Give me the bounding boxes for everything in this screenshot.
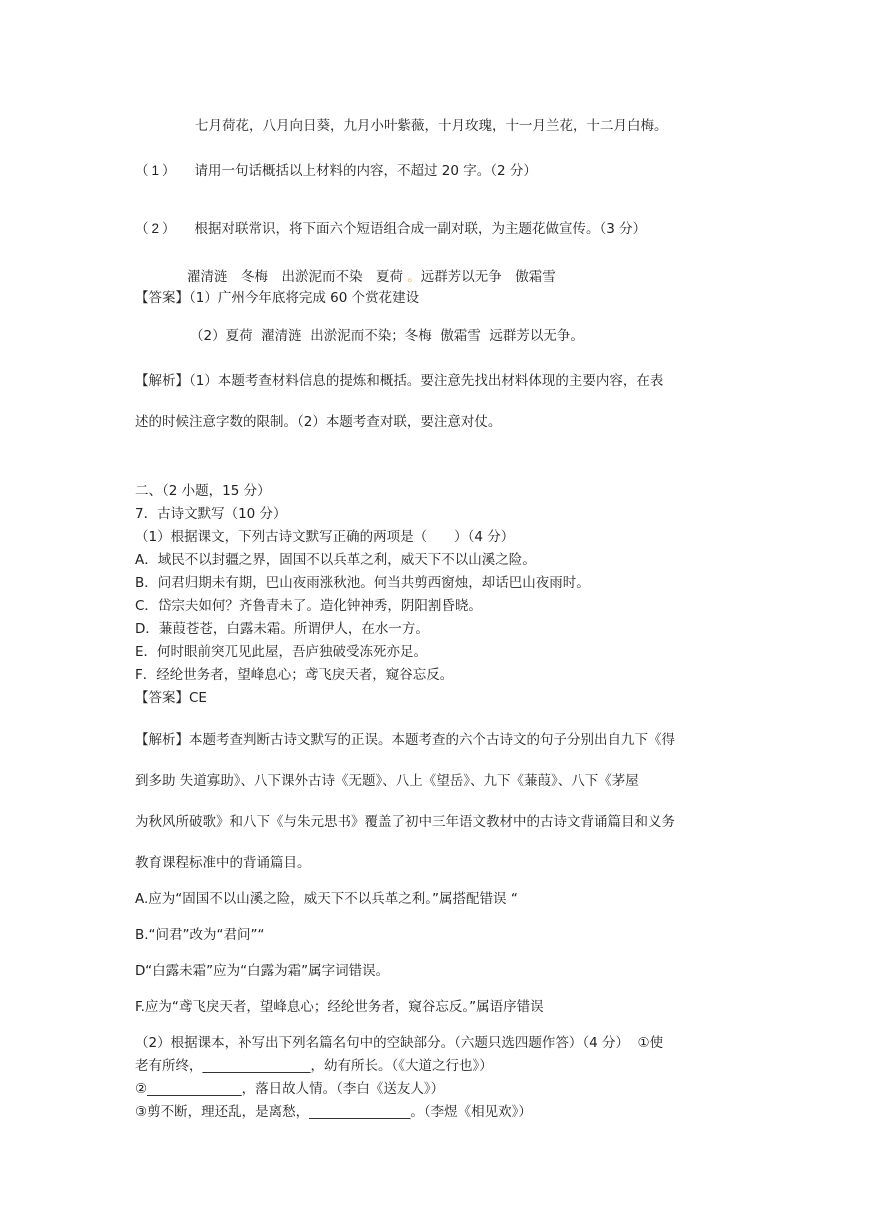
option-e: E．何时眼前突兀见此屋，吾庐独破受冻死亦足。 [135, 644, 428, 660]
option-f: F．经纶世务者，望峰息心；鸢飞戾天者，窥谷忘反。 [135, 667, 454, 683]
question-2 [135, 222, 646, 237]
analysis-2-note: B.“问君”改为“君问”“ [135, 927, 265, 943]
question-7-1: （1）根据课文，下列古诗文默写正确的两项是（ ）（4 分） [135, 529, 515, 545]
analysis-2-note: A.应为“固国不以山溪之险，威天下不以兵革之利。”属搭配错误 “ [135, 891, 518, 907]
analysis-1-tag: 【解析】 [135, 373, 189, 389]
analysis-2-line: 【解析】本题考查判断古诗文默写的正误。本题考查的六个古诗文的句子分别出自九下《得 [135, 732, 675, 748]
analysis-2-note: D“白露未霜”应为“白露为霜”属字词错误。 [135, 963, 390, 979]
analysis-2-line: 教育课程标准中的背诵篇目。 [135, 855, 311, 871]
question-1 [135, 164, 537, 179]
highlight-dot: 。 [407, 269, 421, 285]
fill-item-2: ②______________，落日故人情。（李白《送友人》） [135, 1081, 445, 1097]
phrase-list-before: 濯清涟 冬梅 出淤泥而不染 夏荷 [187, 269, 403, 285]
phrase-list-after: 远群芳以无争 傲霜雪 [420, 269, 556, 285]
analysis-2-note: F.应为“鸢飞戾天者，望峰息心；经纶世务者，窥谷忘反。”属语序错误 [135, 999, 544, 1015]
fill-intro-line1: （2）根据课本，补写出下列名篇名句中的空缺部分。（六题只选四题作答）（4 分） ①使 [135, 1035, 664, 1051]
option-b: B．问君归期未有期，巴山夜雨涨秋池。何当共剪西窗烛，却话巴山夜雨时。 [135, 575, 590, 591]
option-d: D．蒹葭苍苍，白露未霜。所谓伊人，在水一方。 [135, 621, 429, 637]
section-2-heading: 二、（2 小题，15 分） [135, 483, 271, 499]
question-2-number: （2） [135, 221, 179, 236]
material-line: 七月荷花，八月向日葵，九月小叶紫薇，十月玫瑰，十一月兰花，十二月白梅。 [195, 118, 668, 134]
analysis-1-line1: （1）本题考查材料信息的提炼和概括。要注意先找出材料体现的主要内容，在表 [189, 373, 664, 389]
fill-item-3: ③剪不断，理还乱，是离愁，_______________。（李煜《相见欢》） [135, 1104, 532, 1120]
analysis-2-line: 为秋风所破歌》和八下《与朱元思书》覆盖了初中三年语文教材中的古诗文背诵篇目和义务 [135, 814, 675, 830]
analysis-1-line2: 述的时候注意字数的限制。（2）本题考查对联，要注意对仗。 [135, 414, 502, 430]
answer-2: 【答案】CE [135, 690, 207, 706]
option-c: C．岱宗夫如何？齐鲁青未了。造化钟神秀，阴阳割昏晓。 [135, 598, 482, 614]
phrase-list [187, 271, 556, 285]
question-7-title: 7．古诗文默写（10 分） [135, 506, 287, 522]
answer-1 [135, 292, 419, 306]
option-a: A．域民不以封疆之界，固国不以兵革之利，威天下不以山溪之险。 [135, 552, 536, 568]
answer-1-tag: 【答案】 [135, 290, 189, 306]
analysis-1 [135, 375, 663, 389]
question-2-text: 根据对联常识，将下面六个短语组合成一副对联，为主题花做宣传。（3 分） [194, 221, 647, 237]
analysis-2-line: 到多助 失道寡助》、八下课外古诗《无题》、八上《望岳》、九下《蒹葭》、八下《茅屋 [135, 773, 639, 789]
question-1-text: 请用一句话概括以上材料的内容，不超过 20 字。（2 分） [194, 163, 537, 179]
answer-1-line1: （1）广州今年底将完成 60 个赏花建设 [189, 290, 420, 306]
question-1-number: （1） [135, 163, 179, 178]
fill-intro-line2: 老有所终，________________，幼有所长。（《大道之行也》） [135, 1058, 493, 1074]
answer-1-line2: （2）夏荷 濯清涟 出淤泥而不染；冬梅 傲霜雪 远群芳以无争。 [190, 328, 584, 344]
